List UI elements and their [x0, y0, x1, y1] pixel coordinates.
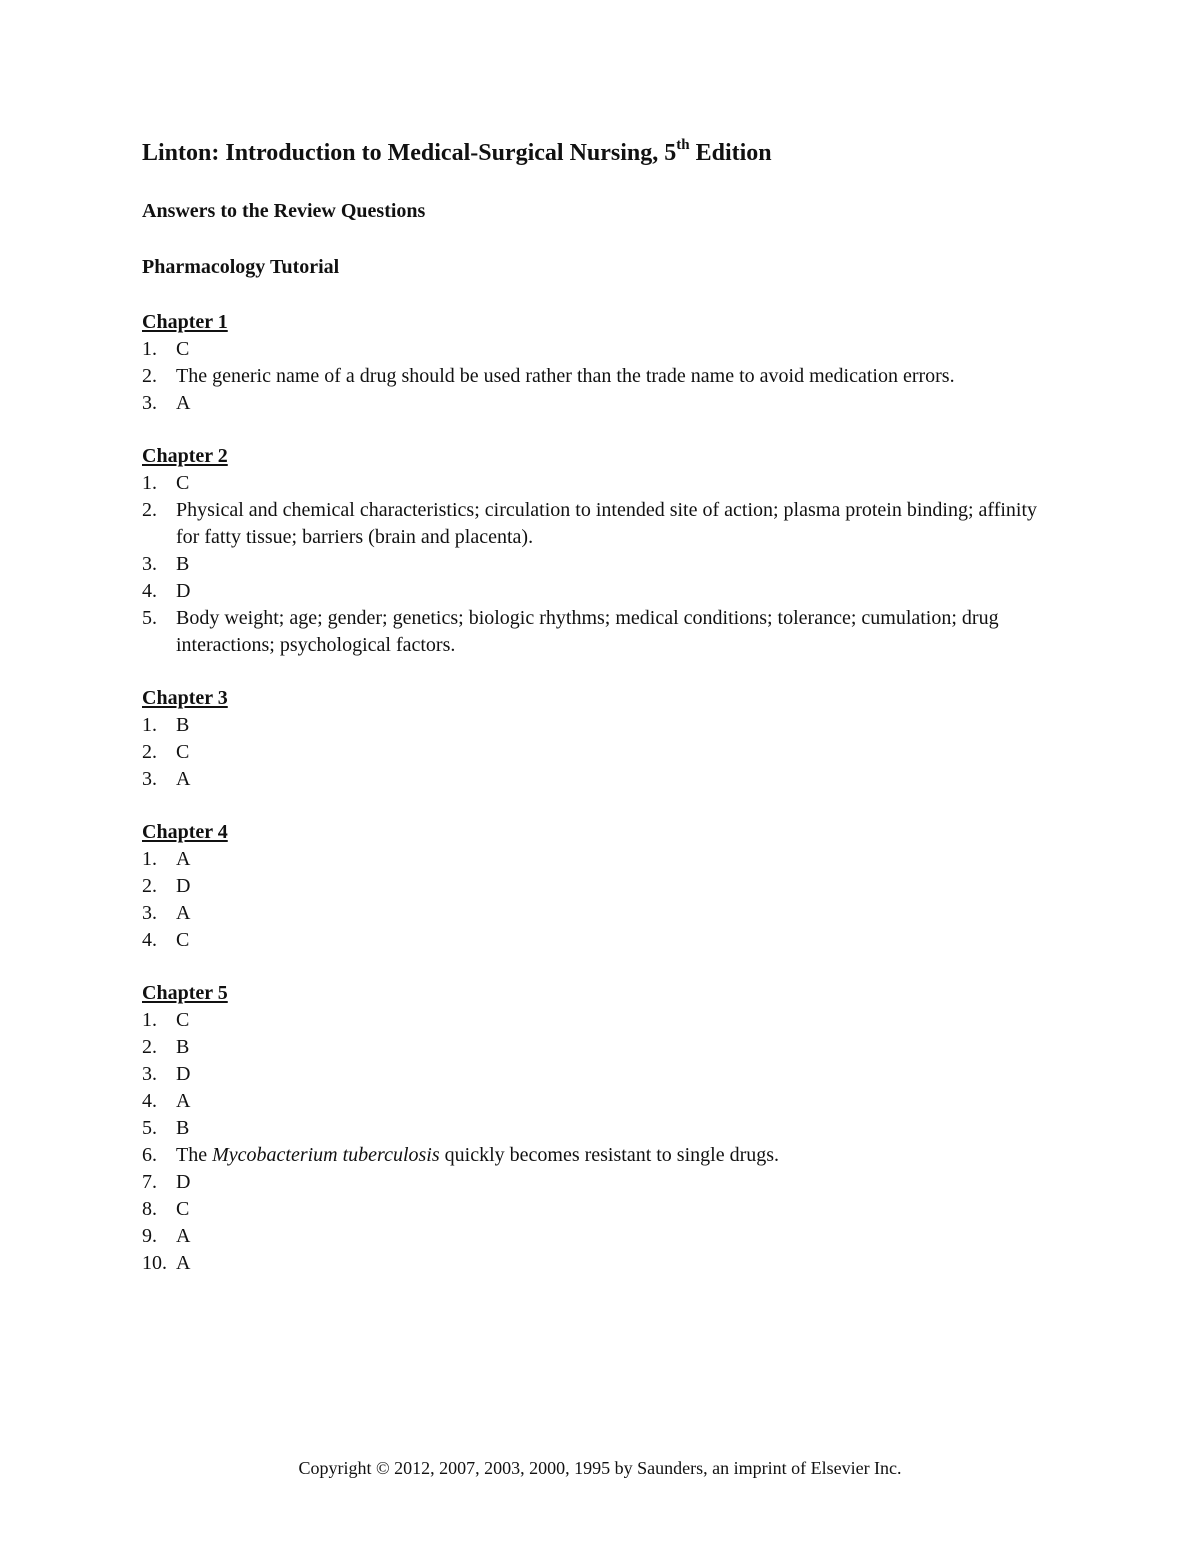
answer-number: 3.	[142, 902, 157, 924]
answer-number: 3.	[142, 553, 157, 575]
answer-item	[142, 1169, 1042, 1196]
answer-text: A	[176, 902, 191, 924]
answer-item	[142, 1250, 1042, 1277]
answer-text: B	[176, 1036, 190, 1058]
answer-item	[142, 1196, 1042, 1223]
answer-number: 1.	[142, 472, 157, 494]
title-superscript: th	[676, 137, 690, 153]
answer-item	[142, 1142, 1042, 1169]
chapter-heading: Chapter 3	[142, 687, 228, 709]
answer-number: 8.	[142, 1198, 157, 1220]
title-main: Linton: Introduction to Medical-Surgical Nursing, 5	[142, 140, 677, 166]
chapter-section	[142, 443, 1042, 659]
answer-text: A	[176, 1252, 191, 1274]
answer-item	[142, 470, 1042, 497]
title-end: Edition	[689, 140, 772, 166]
answer-number: 7.	[142, 1171, 157, 1193]
answer-number: 2.	[142, 875, 157, 897]
answer-text: Body weight; age; gender; genetics; biologic rhythms; medical conditions; tolerance; cumulation; drug interactions; psychological factors.	[176, 607, 999, 656]
answer-text: C	[176, 1009, 190, 1031]
chapter-heading: Chapter 5	[142, 982, 228, 1004]
answer-number: 2.	[142, 365, 157, 387]
answer-item	[142, 1115, 1042, 1142]
answer-number: 4.	[142, 1090, 157, 1112]
answer-number: 3.	[142, 768, 157, 790]
chapter-list	[142, 309, 1042, 1303]
answer-number: 2.	[142, 741, 157, 763]
chapter-section	[142, 980, 1042, 1277]
answer-number: 9.	[142, 1225, 157, 1247]
section-title: Pharmacology Tutorial	[142, 256, 340, 278]
answer-item	[142, 336, 1042, 363]
answer-item	[142, 1088, 1042, 1115]
answer-item	[142, 578, 1042, 605]
answer-number: 4.	[142, 580, 157, 602]
answer-text: C	[176, 741, 190, 763]
answer-list	[142, 712, 1042, 793]
answer-list	[142, 470, 1042, 659]
answer-item	[142, 390, 1042, 417]
answer-number: 2.	[142, 1036, 157, 1058]
answer-number: 4.	[142, 929, 157, 951]
chapter-section	[142, 309, 1042, 417]
answer-number: 10.	[142, 1252, 167, 1274]
answer-item	[142, 363, 1042, 390]
answer-text: A	[176, 392, 191, 414]
answer-text: quickly becomes resistant to single drugs.	[439, 1144, 780, 1166]
answer-item	[142, 1061, 1042, 1088]
chapter-heading: Chapter 2	[142, 445, 228, 467]
answer-item	[142, 1223, 1042, 1250]
chapter-section	[142, 819, 1042, 954]
chapter-heading: Chapter 1	[142, 311, 228, 333]
chapter-heading: Chapter 4	[142, 821, 228, 843]
copyright-footer: Copyright © 2012, 2007, 2003, 2000, 1995 by Saunders, an imprint of Elsevier Inc.	[298, 1458, 902, 1478]
answer-item	[142, 900, 1042, 927]
answer-text: D	[176, 580, 191, 602]
answer-text: D	[176, 875, 191, 897]
answer-text: A	[176, 1225, 191, 1247]
answer-number: 5.	[142, 607, 157, 629]
answer-number: 1.	[142, 1009, 157, 1031]
answer-item	[142, 605, 1042, 659]
answer-text: D	[176, 1171, 191, 1193]
answer-item	[142, 551, 1042, 578]
answer-item	[142, 1034, 1042, 1061]
answer-number: 1.	[142, 848, 157, 870]
answer-text: A	[176, 848, 191, 870]
answer-item	[142, 1007, 1042, 1034]
answer-item	[142, 846, 1042, 873]
answer-list	[142, 1007, 1042, 1277]
answer-number: 3.	[142, 392, 157, 414]
answer-item	[142, 497, 1042, 551]
answer-item	[142, 712, 1042, 739]
answer-item	[142, 766, 1042, 793]
answer-text: C	[176, 929, 190, 951]
answer-text: The generic name of a drug should be used rather than the trade name to avoid medication errors.	[176, 365, 955, 387]
answer-item	[142, 927, 1042, 954]
answer-text: B	[176, 1117, 190, 1139]
answer-text: C	[176, 472, 190, 494]
answer-number: 2.	[142, 499, 157, 521]
answer-text: A	[176, 1090, 191, 1112]
answer-text: The	[176, 1144, 213, 1166]
answer-list	[142, 336, 1042, 417]
answer-text: D	[176, 1063, 191, 1085]
answer-text: C	[176, 338, 190, 360]
answer-number: 1.	[142, 338, 157, 360]
chapter-section	[142, 685, 1042, 793]
answer-text: B	[176, 553, 190, 575]
answer-text-italic: Mycobacterium tuberculosis	[212, 1144, 440, 1166]
answer-number: 6.	[142, 1144, 157, 1166]
answer-number: 3.	[142, 1063, 157, 1085]
answer-item	[142, 739, 1042, 766]
answer-number: 1.	[142, 714, 157, 736]
answer-text: B	[176, 714, 190, 736]
document-subtitle: Answers to the Review Questions	[142, 200, 426, 222]
document-title	[142, 137, 772, 167]
answer-text: A	[176, 768, 191, 790]
answer-text: Physical and chemical characteristics; circulation to intended site of action; plasma protein binding; affinity for fatty tissue; barriers (brain and placenta).	[176, 499, 1038, 548]
answer-number: 5.	[142, 1117, 157, 1139]
answer-item	[142, 873, 1042, 900]
answer-text: C	[176, 1198, 190, 1220]
answer-list	[142, 846, 1042, 954]
